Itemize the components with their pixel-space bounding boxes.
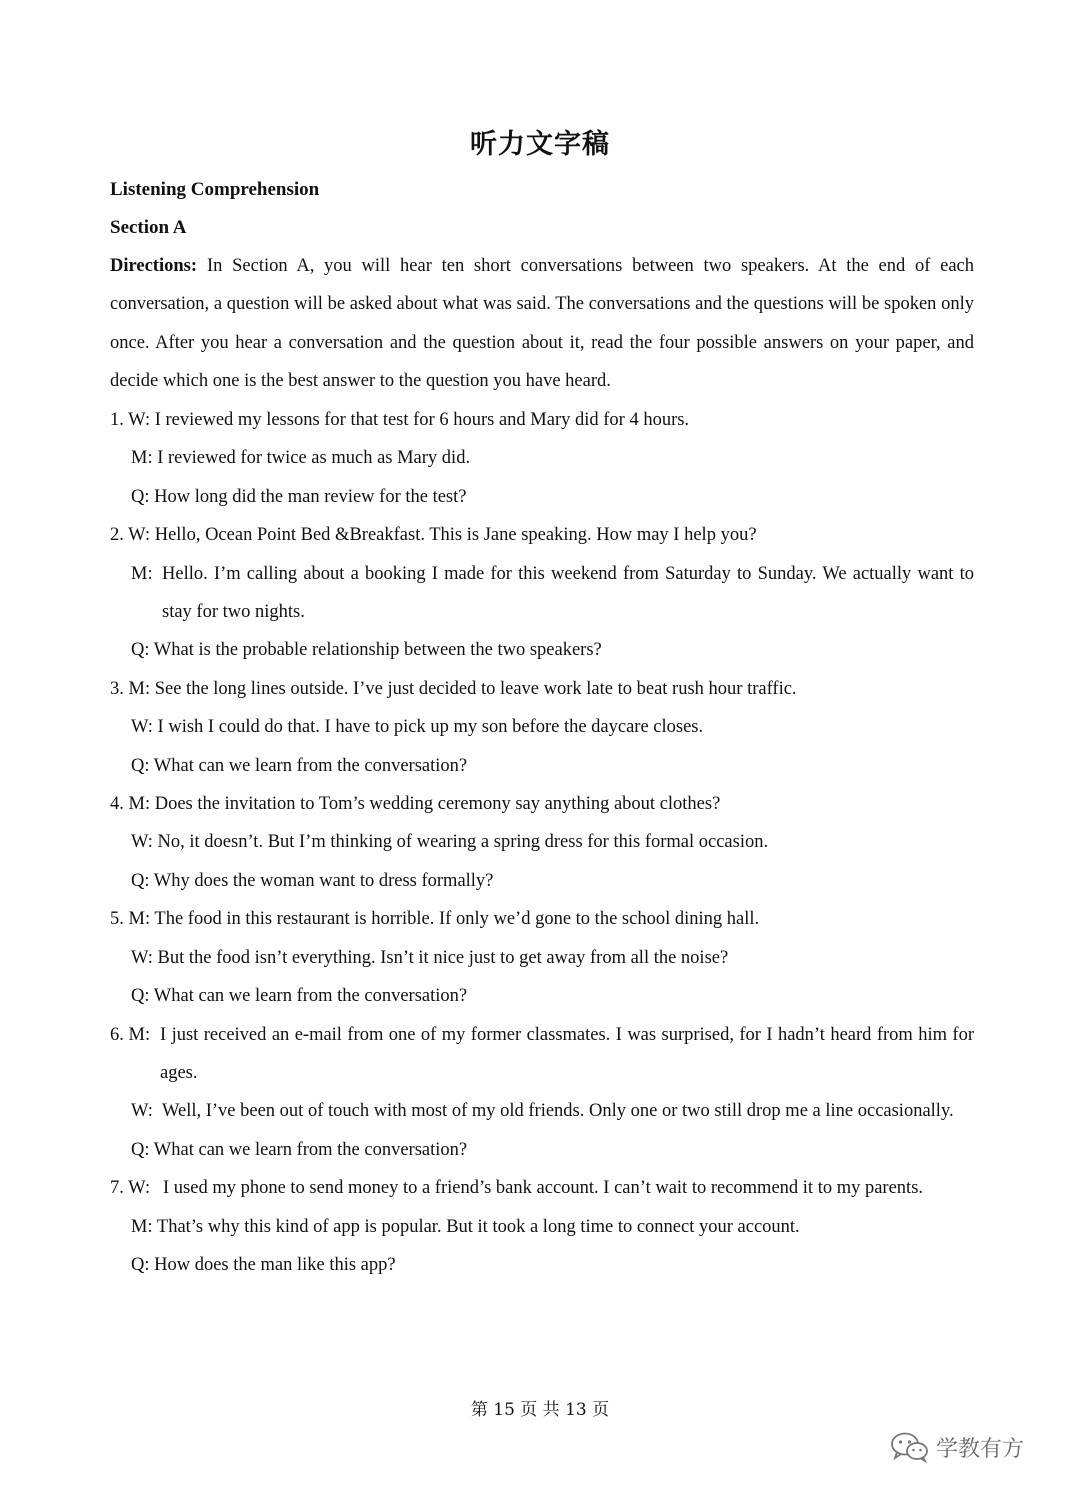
speaker-label: W: bbox=[131, 1101, 153, 1122]
dialogue-text: No, it doesn’t. But I’m thinking of wearing a spring dress for this formal occasion. bbox=[157, 832, 769, 853]
conversation-number: 6. bbox=[110, 1024, 124, 1045]
dialogue-text: Well, I’ve been out of touch with most of my old friends. Only one or two still drop me a line occasionally. bbox=[162, 1101, 954, 1122]
conversation-3-question bbox=[110, 747, 974, 785]
dialogue-text: See the long lines outside. I’ve just decided to leave work late to beat rush hour traffic. bbox=[154, 678, 797, 699]
speaker-label: W: bbox=[128, 410, 151, 430]
question-text: What can we learn from the conversation? bbox=[153, 986, 468, 1007]
speaker-label: Q: bbox=[131, 1254, 150, 1275]
conversation-6-line-1 bbox=[110, 1016, 974, 1093]
question-text: What can we learn from the conversation? bbox=[153, 1139, 468, 1160]
conversation-3-line-1 bbox=[110, 670, 974, 708]
directions-label: Directions: bbox=[110, 256, 197, 276]
directions-text: In Section A, you will hear ten short conversations between two speakers. At the end of each conversation, a question will be asked about what was said. The conversations and the questions will be spoken only once. After you hear a conversation and the question about it, read the four possible answers on your paper, and decide which one is the best answer to the question you have heard. bbox=[110, 256, 974, 392]
dialogue-text: I reviewed for twice as much as Mary did. bbox=[157, 448, 471, 469]
conversation-2-question bbox=[110, 631, 974, 669]
speaker-label: Q: bbox=[131, 640, 150, 661]
dialogue-text: The food in this restaurant is horrible. If only we’d gone to the school dining hall. bbox=[154, 909, 760, 930]
conversation-2-line-1 bbox=[110, 516, 974, 554]
speaker-label: W: bbox=[131, 947, 153, 968]
speaker-label: M: bbox=[128, 678, 151, 699]
speaker-label: Q: bbox=[131, 1139, 150, 1160]
page-number-footer: 第 15 页 共 13 页 bbox=[470, 1400, 610, 1420]
conversation-number: 1. bbox=[110, 410, 124, 430]
dialogue-text: Hello. I’m calling about a booking I made for this weekend from Saturday to Sunday. We actually want to stay for two nights. bbox=[162, 563, 974, 623]
watermark bbox=[890, 1431, 1024, 1463]
speaker-label: Q: bbox=[131, 755, 150, 776]
dialogue-text: Does the invitation to Tom’s wedding ceremony say anything about clothes? bbox=[154, 794, 721, 815]
conversation-4-line-1 bbox=[110, 785, 974, 823]
speaker-label: M: bbox=[131, 563, 153, 584]
conversation-number: 2. bbox=[110, 525, 124, 546]
dialogue-text: But the food isn’t everything. Isn’t it nice just to get away from all the noise? bbox=[157, 947, 729, 968]
watermark-text: 学教有方 bbox=[936, 1436, 1025, 1462]
speaker-label: M: bbox=[131, 1216, 153, 1237]
conversation-4-line-2 bbox=[110, 823, 974, 861]
conversation-label bbox=[110, 1169, 150, 1207]
conversation-5-line-1 bbox=[110, 900, 974, 938]
conversation-number: 5. bbox=[110, 909, 124, 930]
conversation-1-line-2 bbox=[110, 439, 974, 477]
question-text: What can we learn from the conversation? bbox=[153, 755, 468, 776]
wechat-icon bbox=[890, 1431, 930, 1463]
page-title: 听力文字稿 bbox=[470, 129, 610, 160]
conversation-7-line-2 bbox=[110, 1208, 974, 1246]
conversation-4-question bbox=[110, 862, 974, 900]
conversation-6-line-2 bbox=[110, 1092, 974, 1130]
dialogue-text: I used my phone to send money to a friend’s bank account. I can’t wait to recommend it to my parents. bbox=[163, 1178, 924, 1199]
speaker-label: M: bbox=[128, 909, 151, 930]
question-text: How does the man like this app? bbox=[154, 1254, 396, 1275]
speaker-label: W: bbox=[131, 717, 153, 738]
conversation-list bbox=[110, 401, 974, 1284]
conversation-5-question bbox=[110, 977, 974, 1015]
speaker-label: M: bbox=[128, 1024, 151, 1045]
conversation-2-line-2 bbox=[110, 555, 974, 632]
speaker-label: W: bbox=[131, 832, 153, 853]
conversation-label bbox=[110, 1016, 150, 1093]
dialogue-text: I just received an e-mail from one of my former classmates. I was surprised, for I hadn’t heard from him for ages. bbox=[160, 1024, 974, 1083]
conversation-number: 7. bbox=[110, 1178, 124, 1199]
conversation-6-question bbox=[110, 1131, 974, 1169]
conversation-5-line-2 bbox=[110, 939, 974, 977]
speaker-label: Q: bbox=[131, 486, 150, 507]
conversation-1-line-1 bbox=[110, 401, 974, 439]
speaker-label: W: bbox=[128, 1178, 151, 1199]
conversation-7-line-1 bbox=[110, 1169, 974, 1207]
speaker-label: M: bbox=[131, 448, 153, 469]
speaker-label: Q: bbox=[131, 870, 150, 891]
question-text: How long did the man review for the test? bbox=[154, 486, 467, 507]
question-text: What is the probable relationship between the two speakers? bbox=[153, 640, 602, 661]
section-heading: Listening Comprehension bbox=[110, 179, 320, 200]
dialogue-text: I wish I could do that. I have to pick up my son before the daycare closes. bbox=[157, 717, 704, 738]
speaker-label: Q: bbox=[131, 986, 150, 1007]
conversation-number: 4. bbox=[110, 794, 124, 815]
dialogue-text: Hello, Ocean Point Bed &Breakfast. This is Jane speaking. How may I help you? bbox=[154, 525, 757, 546]
subsection-heading: Section A bbox=[110, 217, 187, 238]
speaker-label: W: bbox=[128, 525, 151, 546]
dialogue-text: That’s why this kind of app is popular. But it took a long time to connect your account. bbox=[156, 1216, 800, 1237]
conversation-7-question bbox=[110, 1246, 974, 1284]
conversation-3-line-2 bbox=[110, 708, 974, 746]
speaker-label: M: bbox=[128, 794, 151, 815]
conversation-1-question bbox=[110, 478, 974, 516]
directions-paragraph bbox=[110, 247, 974, 401]
conversation-number: 3. bbox=[110, 678, 124, 699]
question-text: Why does the woman want to dress formally? bbox=[153, 870, 494, 891]
dialogue-text: I reviewed my lessons for that test for 6 hours and Mary did for 4 hours. bbox=[154, 410, 690, 430]
